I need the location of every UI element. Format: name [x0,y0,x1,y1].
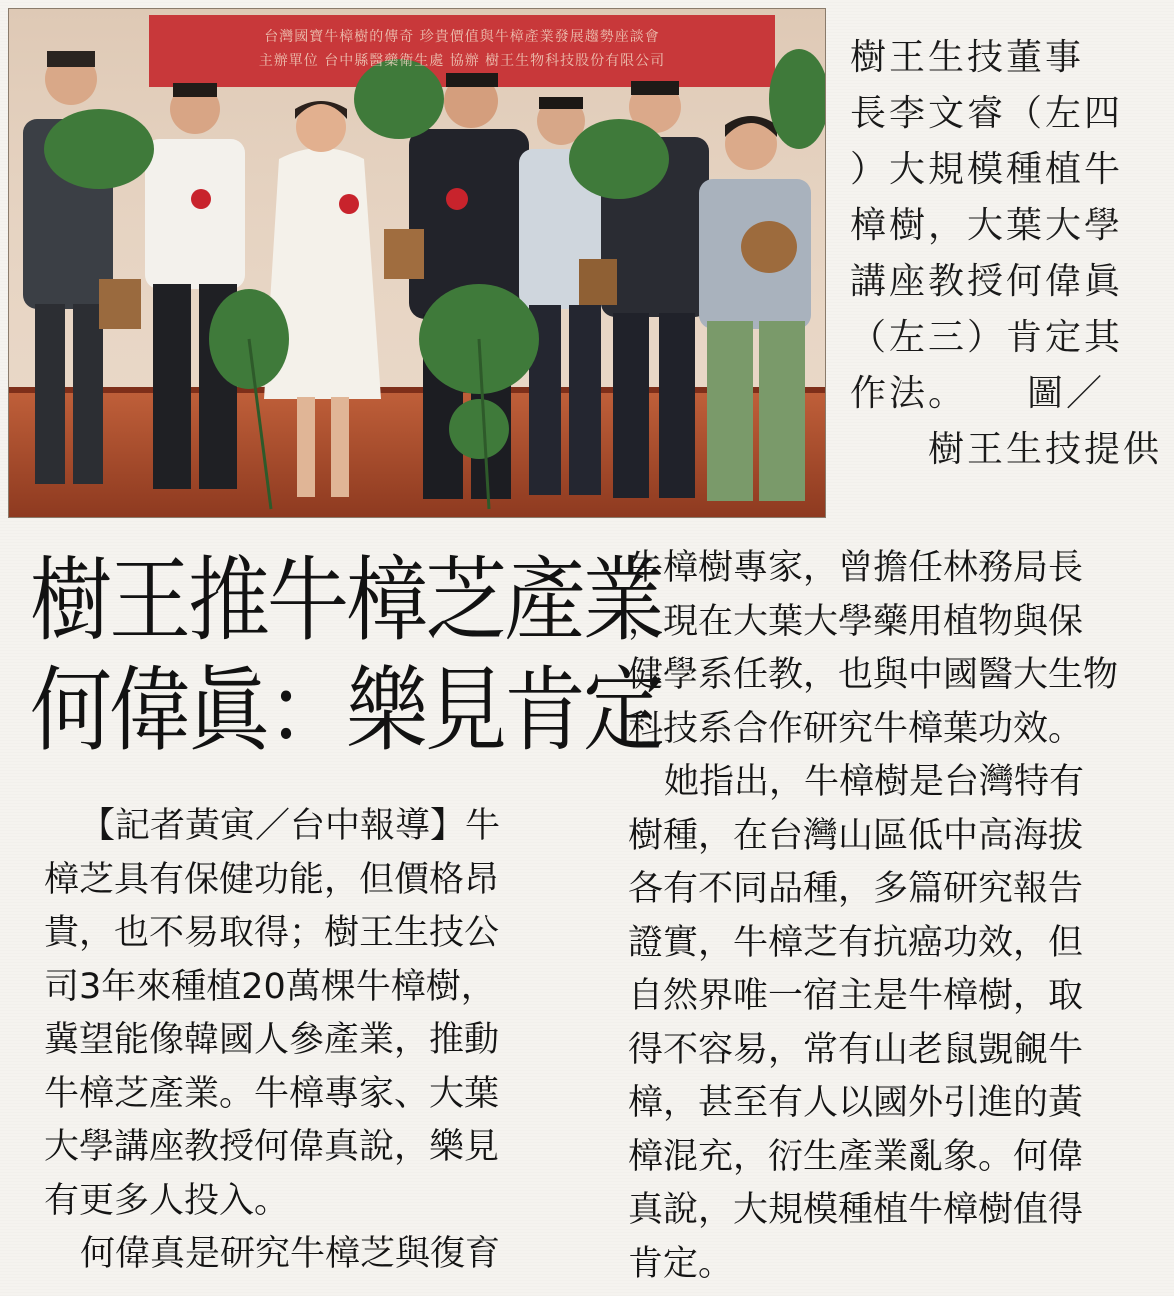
article-line: 有更多人投入。 [44,1180,290,1221]
caption-line: ）大規模種植牛 [850,149,1124,190]
caption-line: 長李文睿（左四 [850,93,1124,134]
article-line: 樟混充，衍生產業亂象。何偉 [628,1136,1084,1177]
article-line: 真說，大規模種植牛樟樹值得 [628,1190,1084,1230]
rootball-3 [579,259,617,305]
article-line: 牛樟樹專家，曾擔任林務局長 [628,548,1084,588]
article-line: ，現在大葉大學藥用植物與保 [628,601,1084,642]
caption-line: 樹王生技董事 [850,37,1085,78]
article-line: 樟芝具有保健功能，但價格昂 [44,859,500,900]
article-line: 各有不同品種，多篇研究報告 [628,869,1084,909]
article-line: 健學系任教，也與中國醫大生物 [628,655,1119,695]
rootball-4 [741,221,797,273]
article-line: 何偉真是研究牛樟芝與復育 [80,1234,501,1274]
caption-line: 作法。 圖／ [850,373,1106,414]
rootball-1 [99,279,141,329]
headline-line-1: 樹王推牛樟芝產業 [30,548,663,655]
article-line: 樟，甚至有人以國外引進的黃 [628,1083,1084,1123]
article-line: 證實，牛樟芝有抗癌功效，但 [628,922,1084,963]
news-photo [8,8,826,518]
banner-line-1: 台灣國寶牛樟樹的傳奇 珍貴價值與牛樟產業發展趨勢座談會 [264,29,660,45]
photo-credit: 樹王生技提供 [927,429,1162,470]
article-line: 得不容易，常有山老鼠覬覦牛 [628,1029,1084,1070]
article-line: 貴，也不易取得；樹王生技公 [44,913,500,953]
article-line: 樹種，在台灣山區低中高海拔 [628,815,1084,856]
article-line: 牛樟芝產業。牛樟專家、大葉 [44,1073,500,1114]
headline-line-2: 何偉眞：樂見肯定 [30,658,663,765]
article-line: 大學講座教授何偉真說，樂見 [44,1127,500,1167]
caption-line: 講座教授何偉眞 [850,261,1124,302]
caption-line: 樟樹，大葉大學 [850,205,1124,246]
banner-line-2: 主辦單位 台中縣醫藥衛生處 協辦 樹王生物科技股份有限公司 [258,53,666,69]
article-line: 她指出，牛樟樹是台灣特有 [664,762,1085,802]
caption-line: （左三）肯定其 [850,317,1124,358]
rootball-2 [384,229,424,279]
article-line: 【記者黃寅／台中報導】牛 [80,806,501,846]
headline [30,548,663,765]
article-line: 自然界唯一宿主是牛樟樹，取 [628,976,1084,1016]
article-body-right-column [628,542,1158,1291]
article-line: 科技系合作研究牛樟葉功效。 [628,708,1084,749]
article-line: 司3年來種植20萬棵牛樟樹， [44,966,496,1007]
article-line: 冀望能像韓國人參產業，推動 [44,1020,500,1060]
photo-caption [850,30,1162,478]
article-line: 肯定。 [628,1243,734,1284]
banner-text [159,25,765,87]
article-body-left-column [44,800,584,1282]
